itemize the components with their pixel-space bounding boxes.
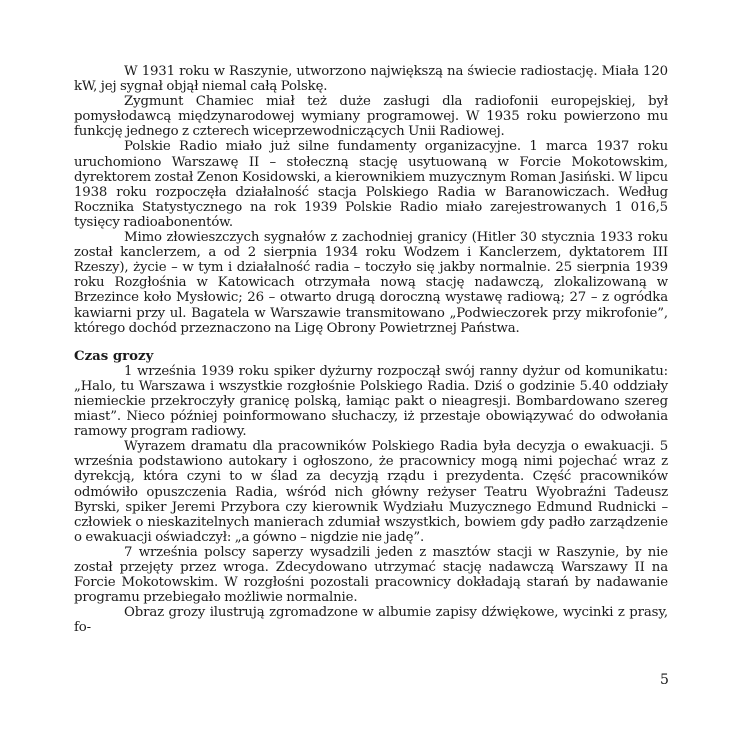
paragraph-zygmunt-chamiec: Zygmunt Chamiec miał też duże zasługi dla radiofonii europejskiej, był pomysłodawcą międzynarodowej wymiany programowej. W 1935 roku powierzono mu funkcję jednego z czterech wiceprzewodniczących Unii Radiowej.	[74, 94, 668, 140]
paragraph-ominous-signals: Mimo złowieszczych sygnałów z zachodniej granicy (Hitler 30 stycznia 1933 roku został kanclerzem, a od 2 sierpnia 1934 roku Wodzem i Kanclerzem, dyktatorem III Rzeszy), życie – w tym i działalność radia – toczyło się jakby normalnie. 25 sierpnia 1939 roku Rozgłośnia w Katowicach otrzymała nową stację nadawczą, zlokalizowaną w Brzezince koło Mysłowic; 26 – otwarto drugą doroczną wystawę radiową; 27 – z ogródka kawiarni przy ul. Bagatela w Warszawie transmitowano „Podwieczorek przy mikrofonie”, którego dochód przeznaczono na Ligę Obrony Powietrznej Państwa.	[74, 230, 668, 336]
document-page	[74, 64, 668, 635]
section-heading: Czas grozy	[74, 348, 154, 364]
paragraph-evacuation: Wyrazem dramatu dla pracowników Polskiego Radia była decyzja o ewakuacji. 5 września podstawiono autokary i ogłoszono, że pracownicy mogą nimi pojechać wraz z dyrekcją, która czyni to w ślad za decyzją rządu i prezydenta. Część pracowników odmówiło opuszczenia Radia, wśród nich główny reżyser Teatru Wyobraźni Tadeusz Byrski, spiker Jeremi Przybora czy kierownik Wydziału Muzycznego Edmund Rudnicki – człowiek o nieskazitelnych manierach zdumiał wszystkich, bowiem gdy padło zarządzenie o ewakuacji oświadczył: „a gówno – nigdzie nie jadę”.	[74, 439, 668, 545]
paragraph-organizational-foundations: Polskie Radio miało już silne fundamenty organizacyjne. 1 marca 1937 roku uruchomiono Warszawę II – stołeczną stację usytuowaną w Forcie Mokotowskim, dyrektorem został Zenon Kosidowski, a kierownikiem muzycznym Roman Jasiński. W lipcu 1938 roku rozpoczęła działalność stacja Polskiego Radia w Baranowiczach. Według Rocznika Statystycznego na rok 1939 Polskie Radio miało zarejestrowanych 1 016,5 tysięcy radioabonentów.	[74, 139, 668, 230]
paragraph-album-illustration: Obraz grozy ilustrują zgromadzone w albumie zapisy dźwiękowe, wycinki z prasy, fo-	[74, 605, 668, 636]
paragraph-raszyn-radiostation: W 1931 roku w Raszynie, utworzono największą na świecie radiostację. Miała 120 kW, jej sygnał objął niemal całą Polskę.	[74, 64, 668, 95]
paragraph-mast-demolition: 7 września polscy saperzy wysadzili jeden z masztów stacji w Raszynie, by nie został przejęty przez wroga. Zdecydowano utrzymać stację nadawczą Warszawy II na Forcie Mokotowskim. W rozgłośni pozostali pracownicy dokładają starań by nadawanie programu przebiegało możliwie normalnie.	[74, 544, 668, 606]
page-number: 5	[660, 672, 669, 688]
paragraph-september-first: 1 września 1939 roku spiker dyżurny rozpoczął swój ranny dyżur od komunikatu: „Halo, tu Warszawa i wszystkie rozgłośnie Polskiego Radia. Dziś o godzinie 5.40 oddziały niemieckie przekroczyły granicę polską, łamiąc pakt o nieagresji. Bombardowano szereg miast”. Nieco później poinformowano słuchaczy, iż przestaje obowiązywać do odwołania ramowy program radiowy.	[74, 363, 668, 440]
